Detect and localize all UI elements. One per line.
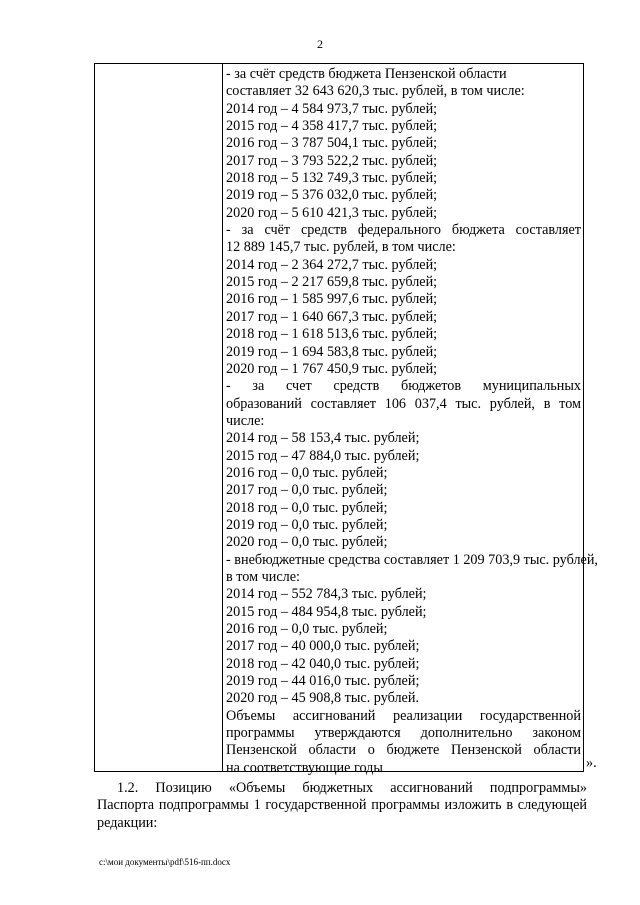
funding-line: 2020 год – 5 610 421,3 тыс. рублей; [226, 204, 438, 221]
funding-line: 2020 год – 45 908,8 тыс. рублей. [226, 690, 419, 707]
page-number: 2 [317, 37, 323, 51]
funding-line: 2015 год – 47 884,0 тыс. рублей; [226, 447, 420, 464]
funding-line: 2016 год – 0,0 тыс. рублей; [226, 464, 388, 481]
funding-line: 2019 год – 1 694 583,8 тыс. рублей; [226, 343, 438, 360]
funding-line: - за счет средств бюджетов муниципальных [226, 378, 581, 395]
funding-line: - за счёт средств федерального бюджета составляет [226, 222, 581, 239]
funding-line: 2014 год – 4 584 973,7 тыс. рублей; [226, 100, 438, 117]
funding-line: 2017 год – 3 793 522,2 тыс. рублей; [226, 152, 438, 169]
funding-line: 2016 год – 1 585 997,6 тыс. рублей; [226, 291, 438, 308]
funding-line: 2014 год – 2 364 272,7 тыс. рублей; [226, 256, 438, 273]
funding-line: 2015 год – 4 358 417,7 тыс. рублей; [226, 118, 438, 135]
funding-line: в том числе: [226, 568, 300, 585]
footer-file-path: c:\мои документы\pdf\516-пп.docx [99, 857, 231, 867]
table-column-divider [222, 64, 223, 771]
passport-table [94, 63, 598, 776]
funding-line: - внебюджетные средства составляет 1 209 703,9 тыс. рублей, [226, 551, 598, 568]
funding-line: 2019 год – 44 016,0 тыс. рублей; [226, 673, 420, 690]
funding-line: 2015 год – 2 217 659,8 тыс. рублей; [226, 274, 438, 291]
funding-line: 2018 год – 42 040,0 тыс. рублей; [226, 655, 420, 672]
funding-line: Пензенской области о бюджете Пензенской области [226, 742, 581, 759]
funding-line: образований составляет 106 037,4 тыс. рублей, в том [226, 395, 581, 412]
amendment-paragraph-line-2: Паспорта подпрограммы 1 государственной программы изложить в следующей [97, 797, 587, 813]
funding-line: 12 889 145,7 тыс. рублей, в том числе: [226, 239, 456, 256]
funding-line: составляет 32 643 620,3 тыс. рублей, в том числе: [226, 83, 525, 100]
funding-line: 2014 год – 58 153,4 тыс. рублей; [226, 430, 420, 447]
funding-line: 2015 год – 484 954,8 тыс. рублей; [226, 603, 427, 620]
funding-line: программы утверждаются дополнительно законом [226, 725, 581, 742]
funding-line: 2017 год – 40 000,0 тыс. рублей; [226, 638, 420, 655]
funding-line: числе: [226, 412, 265, 429]
funding-line: - за счёт средств бюджета Пензенской области [226, 66, 507, 82]
closing-quote: ». [586, 755, 597, 771]
funding-line: на соответствующие годы [226, 759, 383, 776]
funding-line: 2016 год – 0,0 тыс. рублей; [226, 621, 388, 637]
funding-line: 2014 год – 552 784,3 тыс. рублей; [226, 586, 427, 603]
amendment-paragraph-line-3: редакции: [97, 815, 158, 831]
funding-line: 2017 год – 1 640 667,3 тыс. рублей; [226, 308, 438, 325]
funding-line: 2017 год – 0,0 тыс. рублей; [226, 482, 388, 499]
funding-line: 2019 год – 5 376 032,0 тыс. рублей; [226, 187, 438, 204]
funding-line: Объемы ассигнований реализации государственной [226, 707, 581, 724]
funding-line: 2018 год – 5 132 749,3 тыс. рублей; [226, 170, 438, 187]
funding-line: 2020 год – 0,0 тыс. рублей; [226, 534, 388, 551]
funding-line: 2018 год – 0,0 тыс. рублей; [226, 499, 388, 516]
funding-line: 2018 год – 1 618 513,6 тыс. рублей; [226, 326, 438, 343]
funding-line: 2016 год – 3 787 504,1 тыс. рублей; [226, 135, 438, 152]
amendment-paragraph-line-1: 1.2. Позицию «Объемы бюджетных ассигнований подпрограммы» [117, 780, 587, 796]
funding-line: 2020 год – 1 767 450,9 тыс. рублей; [226, 360, 438, 377]
funding-line: 2019 год – 0,0 тыс. рублей; [226, 516, 388, 533]
funding-volumes-cell [226, 66, 598, 777]
